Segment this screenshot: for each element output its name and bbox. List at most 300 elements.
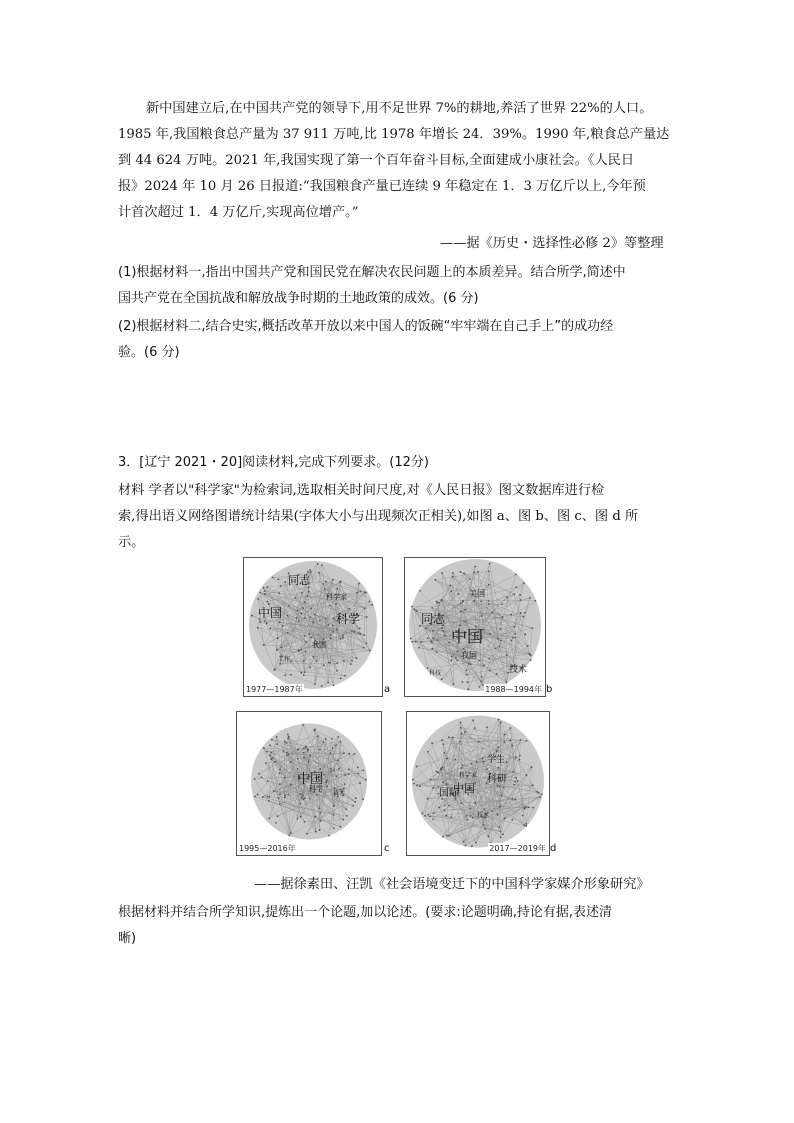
word-xuesheng: 学生 xyxy=(487,755,506,765)
network-node xyxy=(461,767,463,769)
network-node xyxy=(284,675,286,677)
network-graph-d xyxy=(407,712,549,855)
network-node xyxy=(452,572,454,574)
network-node xyxy=(303,660,305,662)
network-node xyxy=(431,648,433,650)
network-node xyxy=(469,578,471,580)
network-node xyxy=(352,805,354,807)
problem-3-requirement-line-2: 晰) xyxy=(118,931,137,946)
network-node xyxy=(530,659,532,661)
network-node xyxy=(502,833,504,835)
network-node xyxy=(330,637,332,639)
network-node xyxy=(336,588,338,590)
network-node xyxy=(464,621,466,623)
network-node xyxy=(264,593,266,595)
network-node xyxy=(330,771,332,773)
network-node xyxy=(520,599,522,601)
network-node xyxy=(464,731,466,733)
problem-3-material-line-2: 索,得出语义网络图谱统计结果(字体大小与出现频次正相关),如图 a、图 b、图 c、图 d 所 xyxy=(118,509,639,524)
network-node xyxy=(500,640,502,642)
figure-c-period: 1995—2016年 xyxy=(239,844,296,853)
network-node xyxy=(254,778,256,780)
network-node xyxy=(302,607,304,609)
network-node xyxy=(454,759,456,761)
network-node xyxy=(314,729,316,731)
network-node xyxy=(497,638,499,640)
network-node xyxy=(348,753,350,755)
word-meiguo: 美国 xyxy=(469,589,485,598)
network-node xyxy=(502,616,504,618)
network-node xyxy=(257,627,259,629)
network-node xyxy=(354,801,356,803)
network-node xyxy=(450,816,452,818)
network-node xyxy=(319,749,321,751)
network-node xyxy=(436,639,438,641)
network-node xyxy=(319,829,321,831)
network-node xyxy=(344,675,346,677)
network-node xyxy=(432,818,434,820)
network-node xyxy=(427,637,429,639)
network-node xyxy=(318,807,320,809)
network-node xyxy=(279,793,281,795)
network-node xyxy=(330,634,332,636)
network-node xyxy=(303,674,305,676)
network-node xyxy=(520,612,522,614)
network-node xyxy=(280,585,282,587)
network-node xyxy=(340,677,342,679)
network-node xyxy=(286,752,288,754)
network-node xyxy=(524,807,526,809)
network-node xyxy=(515,777,517,779)
network-node xyxy=(317,563,319,565)
network-node xyxy=(418,647,420,649)
network-node xyxy=(448,736,450,738)
network-node xyxy=(514,626,516,628)
material-paragraph-line-4: 报》2024 年 10 月 26 日报道:“我国粮食产量已连续 9 年稳定在 1．3 万亿斤以上,今年预 xyxy=(118,179,646,194)
network-node xyxy=(251,615,253,617)
word-jishu: 技术 xyxy=(509,665,528,675)
network-node xyxy=(461,733,463,735)
network-node xyxy=(323,664,325,666)
network-node xyxy=(442,781,444,783)
network-node xyxy=(366,616,368,618)
network-node xyxy=(529,653,531,655)
network-node xyxy=(358,632,360,634)
network-node xyxy=(297,610,299,612)
network-node xyxy=(452,737,454,739)
network-node xyxy=(285,742,287,744)
network-node xyxy=(488,603,490,605)
network-node xyxy=(498,746,500,748)
network-node xyxy=(445,815,447,817)
network-node xyxy=(333,805,335,807)
material-paragraph-line-1: 新中国建立后,在中国共产党的领导下,用不足世界 7%的耕地,养活了世界 22%的人口。 xyxy=(146,101,653,116)
network-node xyxy=(363,634,365,636)
question-2-line-2: 验。(6 分) xyxy=(118,345,180,360)
network-node xyxy=(264,590,266,592)
network-node xyxy=(467,681,469,683)
material-paragraph-line-2: 1985 年,我国粮食总产量为 37 911 万吨,比 1978 年增长 24．39%。1990 年,粮食总产量达 xyxy=(118,127,670,142)
network-node xyxy=(500,836,502,838)
network-node xyxy=(536,791,538,793)
network-node xyxy=(496,673,498,675)
network-node xyxy=(473,571,475,573)
network-node xyxy=(531,627,533,629)
network-node xyxy=(483,665,485,667)
network-node xyxy=(300,672,302,674)
network-node xyxy=(515,574,517,576)
network-graph-a xyxy=(244,558,382,696)
network-node xyxy=(440,600,442,602)
network-node xyxy=(342,819,344,821)
network-node xyxy=(284,740,286,742)
network-node xyxy=(499,785,501,787)
network-node xyxy=(310,636,312,638)
network-node xyxy=(284,581,286,583)
network-node xyxy=(474,566,476,568)
network-node xyxy=(364,607,366,609)
network-node xyxy=(532,807,534,809)
network-node xyxy=(472,719,474,721)
network-node xyxy=(482,684,484,686)
network-node xyxy=(325,581,327,583)
network-node xyxy=(277,637,279,639)
network-node xyxy=(331,738,333,740)
network-node xyxy=(335,603,337,605)
network-node xyxy=(348,768,350,770)
network-node xyxy=(504,734,506,736)
network-node xyxy=(424,815,426,817)
network-node xyxy=(312,621,314,623)
network-node xyxy=(356,592,358,594)
network-node xyxy=(279,783,281,785)
network-node xyxy=(304,617,306,619)
network-node xyxy=(504,818,506,820)
network-node xyxy=(512,798,514,800)
network-node xyxy=(265,762,267,764)
network-node xyxy=(274,761,276,763)
network-node xyxy=(259,621,261,623)
network-node xyxy=(301,797,303,799)
network-node xyxy=(446,757,448,759)
network-node xyxy=(314,683,316,685)
network-node xyxy=(342,637,344,639)
network-node xyxy=(357,766,359,768)
network-node xyxy=(416,784,418,786)
question-1-line-2: 国共产党在全国抗战和解放战争时期的土地政策的成效。(6 分) xyxy=(118,291,479,306)
network-node xyxy=(321,685,323,687)
network-node xyxy=(470,763,472,765)
network-node xyxy=(444,635,446,637)
network-node xyxy=(483,761,485,763)
network-node xyxy=(500,628,502,630)
network-node xyxy=(539,796,541,798)
network-node xyxy=(342,634,344,636)
word-jishu: 技术 xyxy=(477,812,490,819)
word-kexue: 科学 xyxy=(309,785,323,793)
network-node xyxy=(506,761,508,763)
network-node xyxy=(353,753,355,755)
network-node xyxy=(416,610,418,612)
network-node xyxy=(290,674,292,676)
network-node xyxy=(479,660,481,662)
network-node xyxy=(300,816,302,818)
figure-b-letter: b xyxy=(546,684,553,695)
network-node xyxy=(470,663,472,665)
network-node xyxy=(471,845,473,847)
network-node xyxy=(460,610,462,612)
problem-3-requirement-line-1: 根据材料并结合所学知识,提炼出一个论题,加以论述。(要求:论题明确,持论有据,表述清 xyxy=(118,905,612,920)
network-node xyxy=(340,638,342,640)
network-node xyxy=(450,590,452,592)
word-kexuejia: 科学家 xyxy=(326,593,347,601)
figure-a-letter: a xyxy=(384,684,391,695)
network-node xyxy=(259,592,261,594)
network-node xyxy=(263,747,265,749)
network-node xyxy=(427,751,429,753)
network-node xyxy=(464,609,466,611)
network-node xyxy=(456,650,458,652)
network-node xyxy=(305,641,307,643)
network-node xyxy=(344,783,346,785)
network-node xyxy=(319,812,321,814)
network-node xyxy=(306,595,308,597)
network-node xyxy=(489,563,491,565)
network-node xyxy=(498,826,500,828)
network-node xyxy=(307,750,309,752)
word-guoji: 国际 xyxy=(439,788,459,799)
network-node xyxy=(282,750,284,752)
network-node xyxy=(298,620,300,622)
word-zhongguo: 中国 xyxy=(451,627,484,646)
network-node xyxy=(510,727,512,729)
network-node xyxy=(513,784,515,786)
network-node xyxy=(333,618,335,620)
figure-d-letter: d xyxy=(550,843,557,854)
network-node xyxy=(468,663,470,665)
network-node xyxy=(483,824,485,826)
network-node xyxy=(427,798,429,800)
network-node xyxy=(368,601,370,603)
network-node xyxy=(413,609,415,611)
network-node xyxy=(510,614,512,616)
network-node xyxy=(443,809,445,811)
network-node xyxy=(444,805,446,807)
network-node xyxy=(412,779,414,781)
network-node xyxy=(524,824,526,826)
network-node xyxy=(459,571,461,573)
network-node xyxy=(541,794,543,796)
network-node xyxy=(356,657,358,659)
network-node xyxy=(279,769,281,771)
network-node xyxy=(474,802,476,804)
network-node xyxy=(279,621,281,623)
network-node xyxy=(351,630,353,632)
network-node xyxy=(340,580,342,582)
network-node xyxy=(488,584,490,586)
network-node xyxy=(498,646,500,648)
network-node xyxy=(443,630,445,632)
network-node xyxy=(466,669,468,671)
network-node xyxy=(296,617,298,619)
network-node xyxy=(434,579,436,581)
network-node xyxy=(326,780,328,782)
network-node xyxy=(287,737,289,739)
network-node xyxy=(290,832,292,834)
network-node xyxy=(316,660,318,662)
network-node xyxy=(419,590,421,592)
network-node xyxy=(463,841,465,843)
network-node xyxy=(448,835,450,837)
network-node xyxy=(441,572,443,574)
network-node xyxy=(333,814,335,816)
network-node xyxy=(332,631,334,633)
network-node xyxy=(522,815,524,817)
figure-c-letter: c xyxy=(384,843,390,854)
network-node xyxy=(319,620,321,622)
network-node xyxy=(515,637,517,639)
network-node xyxy=(499,806,501,808)
network-node xyxy=(340,826,342,828)
network-node xyxy=(433,812,435,814)
network-node xyxy=(297,818,299,820)
network-node xyxy=(287,615,289,617)
network-node xyxy=(478,741,480,743)
network-node xyxy=(270,752,272,754)
network-node xyxy=(363,647,365,649)
network-node xyxy=(287,734,289,736)
network-node xyxy=(450,659,452,661)
network-node xyxy=(362,798,364,800)
network-node xyxy=(335,744,337,746)
network-node xyxy=(530,655,532,657)
network-node xyxy=(489,633,491,635)
network-node xyxy=(362,769,364,771)
network-node xyxy=(336,629,338,631)
network-node xyxy=(301,592,303,594)
network-node xyxy=(438,807,440,809)
network-node xyxy=(332,747,334,749)
word-gongzuo: 工作 xyxy=(278,656,291,663)
network-node xyxy=(358,583,360,585)
network-node xyxy=(302,795,304,797)
network-node xyxy=(501,795,503,797)
network-node xyxy=(466,815,468,817)
word-jishu: 技术 xyxy=(333,790,346,797)
network-node xyxy=(276,743,278,745)
network-node xyxy=(326,781,328,783)
network-node xyxy=(268,800,270,802)
network-node xyxy=(290,784,292,786)
network-node xyxy=(463,572,465,574)
network-node xyxy=(460,602,462,604)
network-node xyxy=(416,766,418,768)
network-node xyxy=(268,818,270,820)
word-tongzhi: 同志 xyxy=(421,612,446,626)
question-2-line-1: (2)根据材料二,结合史实,概括改革开放以来中国人的饭碗“牢牢端在自己手上”的成功经 xyxy=(118,319,614,334)
network-node xyxy=(333,827,335,829)
network-node xyxy=(477,571,479,573)
network-node xyxy=(489,670,491,672)
network-node xyxy=(519,755,521,757)
network-node xyxy=(306,833,308,835)
network-node xyxy=(506,596,508,598)
network-node xyxy=(287,794,289,796)
network-node xyxy=(323,583,325,585)
network-node xyxy=(500,831,502,833)
network-node xyxy=(309,616,311,618)
network-node xyxy=(267,780,269,782)
network-node xyxy=(514,781,516,783)
word-woguo: 我国 xyxy=(461,651,477,660)
network-node xyxy=(266,751,268,753)
network-node xyxy=(327,682,329,684)
network-node xyxy=(304,821,306,823)
network-node xyxy=(323,774,325,776)
network-node xyxy=(279,663,281,665)
network-node xyxy=(305,746,307,748)
network-node xyxy=(257,598,259,600)
network-node xyxy=(345,809,347,811)
network-node xyxy=(329,605,331,607)
network-node xyxy=(410,638,412,640)
network-node xyxy=(266,601,268,603)
network-node xyxy=(273,790,275,792)
network-node xyxy=(309,755,311,757)
network-node xyxy=(350,663,352,665)
network-node xyxy=(446,835,448,837)
network-node xyxy=(272,577,274,579)
network-node xyxy=(257,794,259,796)
network-node xyxy=(284,796,286,798)
problem-3-material-line-3: 示。 xyxy=(118,535,145,550)
network-node xyxy=(359,628,361,630)
network-node xyxy=(432,630,434,632)
network-node xyxy=(472,817,474,819)
network-node xyxy=(321,564,323,566)
network-node xyxy=(303,752,305,754)
network-node xyxy=(506,654,508,656)
network-node xyxy=(480,681,482,683)
network-node xyxy=(466,819,468,821)
network-node xyxy=(360,633,362,635)
network-node xyxy=(288,754,290,756)
network-node xyxy=(450,584,452,586)
network-node xyxy=(500,722,502,724)
word-zhongguo: 中国 xyxy=(453,782,475,795)
network-node xyxy=(515,798,517,800)
network-node xyxy=(303,747,305,749)
network-node xyxy=(432,787,434,789)
network-node xyxy=(266,622,268,624)
network-node xyxy=(526,774,528,776)
word-zhongguo: 中国 xyxy=(297,772,324,787)
network-node xyxy=(442,767,444,769)
network-node xyxy=(357,773,359,775)
network-node xyxy=(278,772,280,774)
network-node xyxy=(514,633,516,635)
network-node xyxy=(451,655,453,657)
network-node xyxy=(525,825,527,827)
network-node xyxy=(462,681,464,683)
figure-c-network xyxy=(236,711,382,856)
network-node xyxy=(309,798,311,800)
network-node xyxy=(269,754,271,756)
network-node xyxy=(534,600,536,602)
figure-a-network xyxy=(243,557,383,697)
network-node xyxy=(325,618,327,620)
figure-a-period: 1977—1987年 xyxy=(246,685,303,694)
